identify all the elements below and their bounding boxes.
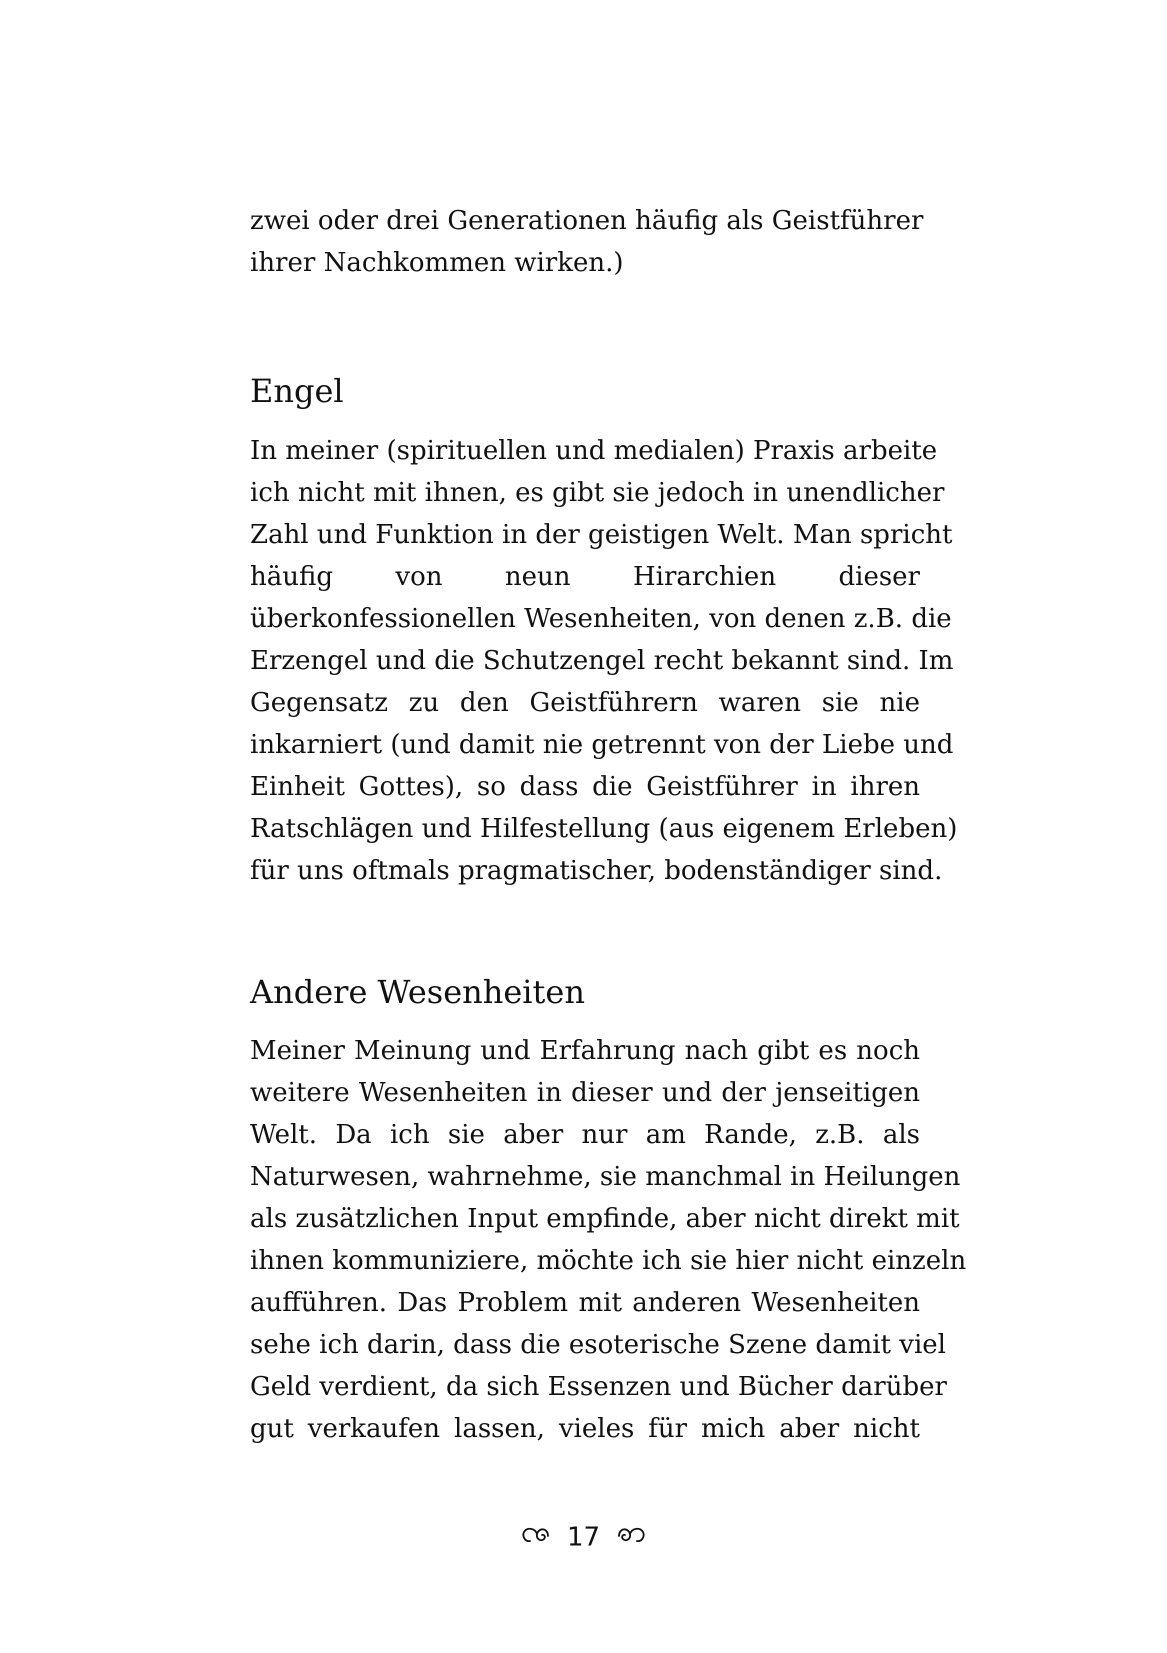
paragraph-line: Zahl und Funktion in der geistigen Welt. Man spricht xyxy=(250,520,953,550)
paragraph-line: gut verkaufen lassen, vieles für mich aber nicht xyxy=(250,1414,920,1444)
page-footer xyxy=(0,1520,1167,1555)
paragraph-line: weitere Wesenheiten in dieser und der jenseitigen xyxy=(250,1078,920,1108)
paragraph-line: Einheit Gottes), so dass die Geistführer in ihren xyxy=(250,772,920,802)
andere-paragraph xyxy=(250,1030,967,1450)
paragraph-line: Welt. Da ich sie aber nur am Rande, z.B. als xyxy=(250,1120,920,1150)
paragraph-line: Geld verdient, da sich Essenzen und Bücher darüber xyxy=(250,1372,947,1402)
paragraph-line: häufig von neun Hirarchien dieser xyxy=(250,562,920,592)
paragraph-line: ihnen kommuniziere, möchte ich sie hier nicht einzeln xyxy=(250,1246,967,1276)
paragraph-line: Naturwesen, wahrnehme, sie manchmal in Heilungen xyxy=(250,1162,961,1192)
section-heading-engel: Engel xyxy=(250,372,344,410)
paragraph-line: überkonfessionellen Wesenheiten, von denen z.B. die xyxy=(250,604,952,634)
paragraph-line: für uns oftmals pragmatischer, bodenständiger sind. xyxy=(250,856,943,886)
engel-paragraph xyxy=(250,430,958,892)
paragraph-line: Erzengel und die Schutzengel recht bekannt sind. Im xyxy=(250,646,954,676)
paragraph-line: ihrer Nachkommen wirken.) xyxy=(250,248,624,278)
page-number: 17 xyxy=(566,1522,601,1553)
paragraph-line: als zusätzlichen Input empfinde, aber nicht direkt mit xyxy=(250,1204,960,1234)
paragraph-line: Meiner Meinung und Erfahrung nach gibt es noch xyxy=(250,1036,920,1066)
paragraph-line: aufführen. Das Problem mit anderen Wesenheiten xyxy=(250,1288,920,1318)
ornament-left-icon xyxy=(521,1521,551,1555)
paragraph-line: zwei oder drei Generationen häufig als Geistführer xyxy=(250,206,924,236)
paragraph-line: inkarniert (und damit nie getrennt von der Liebe und xyxy=(250,730,954,760)
paragraph-line: In meiner (spirituellen und medialen) Praxis arbeite xyxy=(250,436,938,466)
paragraph-line: sehe ich darin, dass die esoterische Szene damit viel xyxy=(250,1330,946,1360)
paragraph-line: ich nicht mit ihnen, es gibt sie jedoch in unendlicher xyxy=(250,478,945,508)
ornament-right-icon xyxy=(616,1521,646,1555)
paragraph-line: Ratschlägen und Hilfestellung (aus eigenem Erleben) xyxy=(250,814,958,844)
section-heading-andere-wesenheiten: Andere Wesenheiten xyxy=(250,973,585,1011)
paragraph-line: Gegensatz zu den Geistführern waren sie nie xyxy=(250,688,920,718)
intro-paragraph xyxy=(250,200,924,284)
